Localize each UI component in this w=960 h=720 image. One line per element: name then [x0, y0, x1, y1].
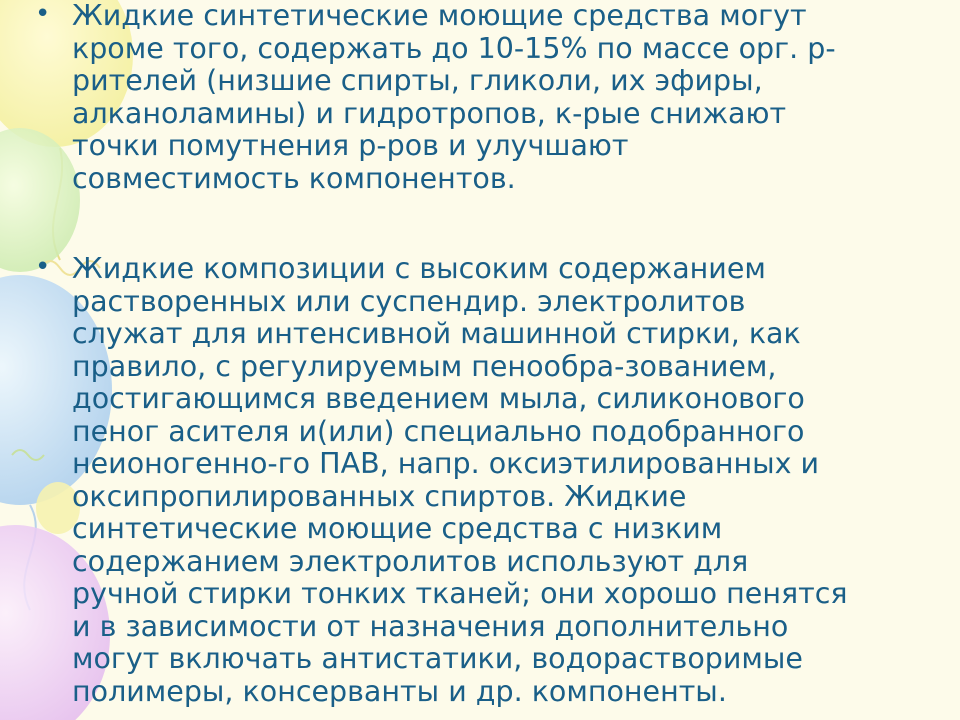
text-line: правило, с регулируемым пенообра-зованием,	[72, 349, 777, 383]
text-line: растворенных или суспендир. электролитов	[72, 284, 746, 318]
text-line: неионогенно-го ПАВ, напр. оксиэтилированных и	[72, 447, 820, 480]
text-line: полимеры, консерванты и др. компоненты.	[72, 674, 727, 708]
text-line: синтетические моющие средства с низким	[72, 512, 723, 545]
bullet-icon: •	[35, 252, 51, 282]
text-line: точки помутнения р-ров и улучшают	[72, 129, 629, 162]
text-line: Жидкие композиции с высоким содержанием	[72, 252, 766, 285]
text-line: пеног асителя и(или) специально подобранного	[72, 414, 805, 448]
bullet-item-1	[34, 0, 944, 195]
text-line: служат для интенсивной машинной стирки, как	[72, 317, 801, 350]
text-line: содержанием электролитов используют для	[72, 544, 749, 578]
text-line: совместимость компонентов.	[72, 161, 516, 195]
text-line: алканоламины) и гидротропов, к-рые снижают	[72, 96, 787, 130]
text-line: могут включать антистатики, водорастворимые	[72, 642, 803, 675]
text-line: кроме того, содержать до 10-15% по массе орг. р-	[72, 31, 836, 65]
bullet-icon: •	[35, 0, 51, 29]
text-line: достигающимся введением мыла, силиконового	[72, 382, 805, 415]
text-line: оксипропилированных спиртов. Жидкие	[72, 479, 687, 513]
text-line: и в зависимости от назначения дополнительно	[72, 609, 789, 643]
slide-content	[34, 0, 944, 708]
bullet-item-2	[34, 253, 944, 708]
text-line: Жидкие синтетические моющие средства могут	[72, 0, 807, 32]
text-line: рителей (низшие спирты, гликоли, их эфиры,	[72, 64, 763, 97]
text-line: ручной стирки тонких тканей; они хорошо пенятся	[72, 577, 848, 610]
